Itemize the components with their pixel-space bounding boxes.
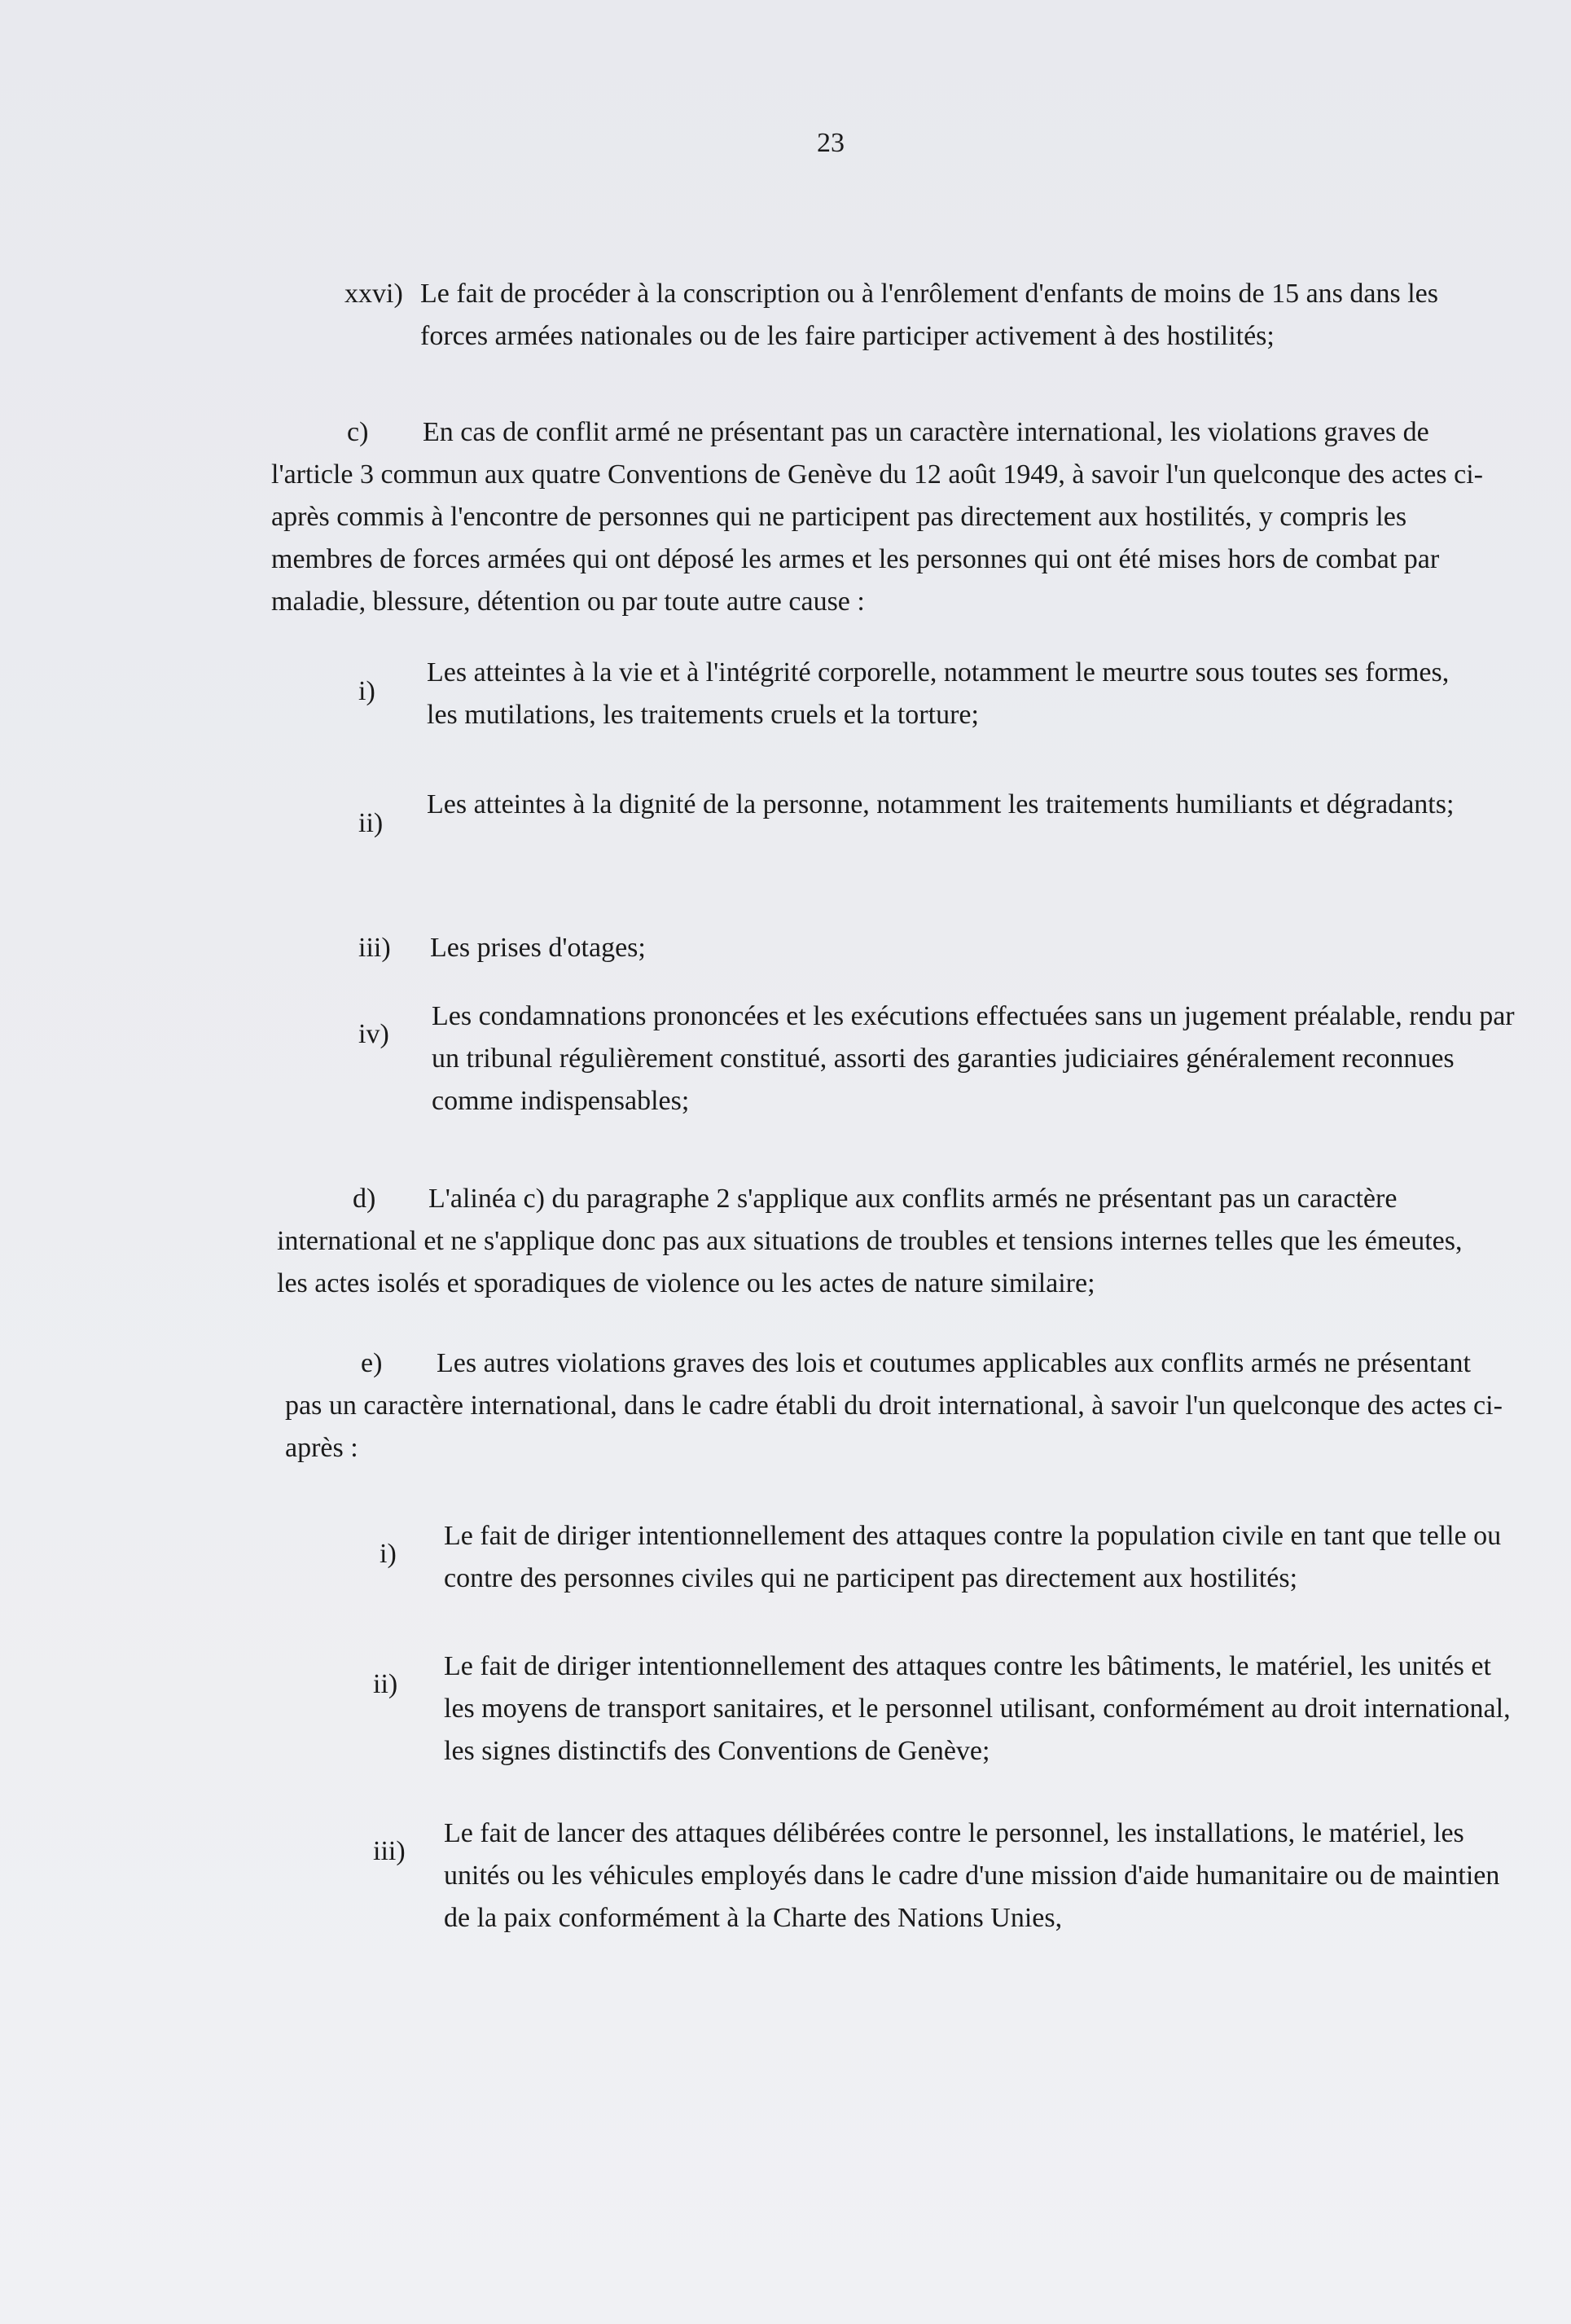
item-text: Le fait de lancer des attaques délibérées contre le personnel, les installations, le matériel, les unités ou les véhicules employés dans le cadre d'une mission d'aide humanitaire ou de maintien de la paix conformément à la Charte des Nations Unies, [444,1818,1500,1933]
item-marker: ii) [373,1669,398,1699]
item-marker: iv) [358,1019,389,1049]
item-text: Le fait de diriger intentionnellement des attaques contre les bâtiments, le matériel, les unités et les moyens de transport sanitaires, et le personnel utilisant, conformément au droit international, les signes distinctifs des Conventions de Genève; [444,1651,1511,1766]
item-text: Les prises d'otages; [430,933,646,963]
page-number: 23 [817,128,845,158]
paragraph-label: e) [361,1348,383,1378]
item-marker: ii) [358,808,384,838]
paragraph-label: c) [347,417,369,447]
paragraph-e [285,1342,1507,1470]
item-marker: i) [358,676,375,706]
paragraph-text: L'alinéa c) du paragraphe 2 s'applique aux conflits armés ne présentant pas un caractère international et ne s'applique donc pas aux situations de troubles et tensions internes telles que les émeutes, les actes isolés et sporadiques de violence ou les actes de nature similaire; [277,1184,1463,1298]
paragraph-label: d) [353,1184,376,1214]
item-marker: i) [380,1539,397,1569]
item-marker: xxvi) [344,279,403,309]
item-marker: iii) [358,933,391,963]
item-text: Les atteintes à la dignité de la personne, notamment les traitements humiliants et dégradants; [427,789,1455,819]
paragraph-text: En cas de conflit armé ne présentant pas un caractère international, les violations graves de l'article 3 commun aux quatre Conventions de Genève du 12 août 1949, à savoir l'un quelconque des actes ci-après commis à l'encontre de personnes qui ne participent pas directement aux hostilités, y compris les membres de forces armées qui ont déposé les armes et les personnes qui ont été mises hors de combat par maladie, blessure, détention ou par toute autre cause : [271,417,1483,617]
item-text: Les condamnations prononcées et les exécutions effectuées sans un jugement préalable, rendu par un tribunal régulièrement constitué, assorti des garanties judiciaires généralement reconnues comme indispensables; [432,1001,1515,1116]
item-text: Les atteintes à la vie et à l'intégrité corporelle, notamment le meurtre sous toutes ses formes, les mutilations, les traitements cruels et la torture; [427,657,1450,730]
paragraph-d [277,1178,1499,1305]
item-text: Le fait de diriger intentionnellement des attaques contre la population civile en tant que telle ou contre des personnes civiles qui ne participent pas directement aux hostilités; [444,1521,1502,1593]
paragraph-c [271,411,1493,623]
item-marker: iii) [373,1836,406,1866]
item-text: Le fait de procéder à la conscription ou à l'enrôlement d'enfants de moins de 15 ans dans les forces armées nationales ou de les faire participer activement à des hostilités; [420,279,1438,351]
paragraph-text: Les autres violations graves des lois et coutumes applicables aux conflits armés ne présentant pas un caractère international, dans le cadre établi du droit international, à savoir l'un quelconque des actes ci-après : [285,1348,1503,1463]
